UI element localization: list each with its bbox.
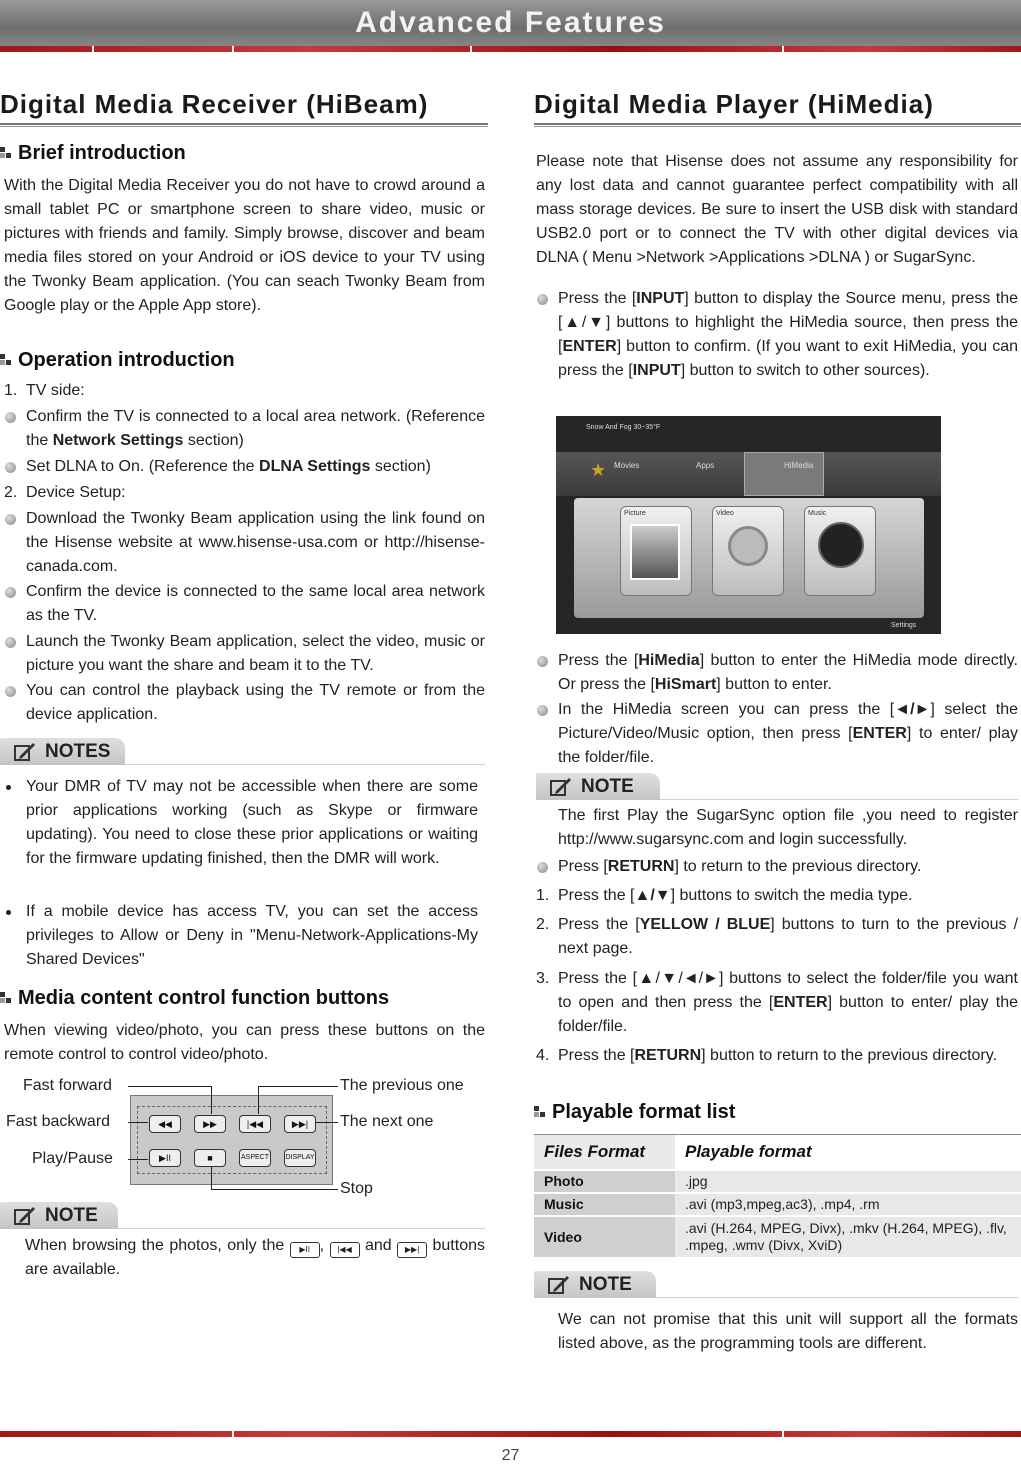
- header-red-rule: [0, 46, 1021, 52]
- leader-line: [258, 1086, 259, 1114]
- list-item: Press the [HiMedia] button to enter the HiMedia mode directly. Or press the [HiSmart] button to enter.: [534, 649, 1018, 697]
- formats-note: We can not promise that this unit will support all the formats listed above, as the programming tools are different.: [558, 1311, 1018, 1352]
- formats-heading: Playable format list: [534, 1101, 735, 1124]
- bullet-icon: [6, 910, 11, 915]
- heading-bullet-icon: [0, 147, 12, 159]
- picture-thumb-icon: [630, 524, 680, 580]
- apps-tab: Apps: [696, 461, 715, 470]
- leader-line: [211, 1189, 338, 1190]
- next-button: ▶▶|: [284, 1115, 316, 1133]
- movies-tab: Movies: [614, 461, 640, 470]
- heading-bullet-icon: [534, 1106, 546, 1118]
- video-label: Video: [716, 510, 734, 517]
- table-cell: .jpg: [675, 1170, 1021, 1193]
- leader-line: [258, 1086, 338, 1087]
- label-previous: The previous one: [340, 1077, 464, 1094]
- bullet-icon: [537, 294, 548, 305]
- previous-icon: |◀◀: [330, 1242, 360, 1258]
- note-rule: [125, 764, 485, 765]
- play-disc-icon: [728, 526, 768, 566]
- photo-browse-note: When browsing the photos, only the ▶II , |◀◀ and ▶▶| buttons are available.: [25, 1237, 485, 1278]
- table-row: [534, 1170, 1021, 1193]
- fast-forward-button: ▶▶: [194, 1115, 226, 1133]
- table-cell: Video: [534, 1216, 675, 1258]
- table-row: [534, 1193, 1021, 1216]
- col-files-format: Files Format: [534, 1135, 675, 1170]
- operation-intro-heading: Operation introduction: [0, 349, 235, 372]
- himedia-intro-text: Please note that Hisense does not assume any responsibility for any lost data and cannot guarantee perfect compatibility with all mass storage devices. Be sure to insert the USB disk with standard USB2.0 port or to connect the TV with other digital devices via DLNA ( Menu >Network >Applications >DLNA ) or SugarSync.: [536, 153, 1018, 266]
- table-row: [534, 1216, 1021, 1258]
- sugarsync-note: The first Play the SugarSync option file ,you need to register http://www.sugarsync.com and login successfully.: [558, 807, 1018, 848]
- bullet-icon: [6, 785, 11, 790]
- list-item: Download the Twonky Beam application using the link found on the Hisense website at www.hisense-usa.com or http://hisense-canada.com.: [2, 507, 485, 579]
- leader-line: [315, 1122, 338, 1123]
- list-item: 4. Press the [RETURN] button to return to the previous directory.: [536, 1047, 998, 1064]
- table-header-row: [534, 1135, 1021, 1170]
- notes-tag: NOTES: [0, 738, 125, 765]
- pencil-note-icon: [14, 742, 36, 762]
- previous-button: |◀◀: [239, 1115, 271, 1133]
- bullet-icon: [5, 637, 16, 648]
- notes-item: If a mobile device has access TV, you can set the access privileges to Allow or Deny in "Menu-Network-Applications-My Shared Devices": [2, 900, 478, 972]
- table-cell: .avi (H.264, MPEG, Divx), .mkv (H.264, MPEG), .flv, .mpeg, .wmv (Divx, XviD): [675, 1216, 1021, 1258]
- section-rule: [0, 123, 488, 127]
- himedia-screenshot: [556, 416, 941, 634]
- table-cell: Music: [534, 1193, 675, 1216]
- note-tag: NOTE: [534, 1271, 656, 1298]
- list-item: Confirm the device is connected to the same local area network as the TV.: [2, 580, 485, 628]
- list-item: 3. Press the [▲/▼/◄/►] buttons to select the folder/file you want to open and then press the [ENTER] button to enter/ play the folder/file.: [536, 970, 1018, 1035]
- note-tag: NOTE: [536, 773, 660, 800]
- leader-line: [128, 1086, 212, 1087]
- list-item: You can control the playback using the TV remote or from the device application.: [2, 679, 485, 727]
- label-play-pause: Play/Pause: [32, 1150, 113, 1167]
- formats-table: [534, 1134, 1021, 1259]
- list-item: Confirm the TV is connected to a local area network. (Reference the Network Settings section): [2, 405, 485, 453]
- himedia-tab-highlight: [744, 452, 824, 496]
- stop-button: ■: [194, 1149, 226, 1167]
- footer-red-rule: [0, 1431, 1021, 1437]
- step-tv-side: 1. TV side:: [4, 382, 85, 399]
- bullet-icon: [537, 705, 548, 716]
- heading-bullet-icon: [0, 354, 12, 366]
- bullet-icon: [5, 462, 16, 473]
- dmr-section-title: Digital Media Receiver (HiBeam): [0, 89, 429, 119]
- media-buttons-text: When viewing video/photo, you can press these buttons on the remote control to control video/photo.: [4, 1022, 485, 1063]
- weather-text: Snow And Fog 30~35°F: [586, 424, 661, 431]
- bullet-icon: [5, 412, 16, 423]
- pencil-note-icon: [550, 777, 572, 797]
- aspect-button: ASPECT: [239, 1149, 271, 1167]
- pencil-note-icon: [548, 1275, 570, 1295]
- list-item: Launch the Twonky Beam application, select the video, music or picture you want the share and beam it to the TV.: [2, 630, 485, 678]
- leader-line: [128, 1122, 148, 1123]
- next-icon: ▶▶|: [397, 1242, 427, 1258]
- brief-intro-text: With the Digital Media Receiver you do not have to crowd around a small tablet PC or smartphone screen to share video, music or pictures with friends and family. Simply browse, discover and beam media files stored on your Android or iOS device to your TV using the Twonky Beam application. (You can seach Twonky Beam from Google play or the Apple App store).: [4, 177, 485, 314]
- list-item: Press [RETURN] to return to the previous directory.: [534, 855, 1018, 879]
- label-fast-forward: Fast forward: [23, 1077, 112, 1094]
- label-stop: Stop: [340, 1180, 373, 1197]
- label-fast-backward: Fast backward: [6, 1113, 111, 1130]
- rewind-button: ◀◀: [149, 1115, 181, 1133]
- dmp-section-title: Digital Media Player (HiMedia): [534, 89, 934, 119]
- play-pause-icon: ▶II: [290, 1242, 320, 1258]
- media-buttons-heading: Media content control function buttons: [0, 987, 389, 1010]
- play-pause-button: ▶II: [149, 1149, 181, 1167]
- note-rule: [660, 799, 1018, 800]
- bullet-icon: [5, 514, 16, 525]
- picture-label: Picture: [624, 510, 646, 517]
- display-button: DISPLAY: [284, 1149, 316, 1167]
- page-title: Advanced Features: [355, 6, 666, 39]
- remote-control-panel: [130, 1095, 333, 1185]
- list-item: Press the [INPUT] button to display the Source menu, press the [▲/▼] buttons to highlight the HiMedia source, then press the [ENTER] button to confirm. (If you want to exit HiMedia, you can press the [INPUT] button to switch to other sources).: [534, 287, 1018, 383]
- brief-intro-heading: Brief introduction: [0, 142, 186, 165]
- bullet-icon: [5, 686, 16, 697]
- header-banner: [0, 0, 1021, 50]
- leader-line: [211, 1167, 212, 1189]
- list-item: 1. Press the [▲/▼] buttons to switch the media type.: [536, 887, 913, 904]
- leader-line: [128, 1159, 148, 1160]
- list-item: Set DLNA to On. (Reference the DLNA Settings section): [2, 455, 485, 479]
- bullet-icon: [537, 656, 548, 667]
- note-rule: [656, 1297, 1018, 1298]
- music-label: Music: [808, 510, 827, 517]
- note-tag: NOTE: [0, 1202, 118, 1229]
- col-playable-format: Playable format: [675, 1135, 1021, 1170]
- step-device-setup: 2. Device Setup:: [4, 484, 126, 501]
- table-cell: .avi (mp3,mpeg,ac3), .mp4, .rm: [675, 1193, 1021, 1216]
- star-icon: ★: [590, 460, 607, 480]
- bullet-icon: [5, 587, 16, 598]
- settings-label: Settings: [891, 622, 917, 629]
- note-rule: [118, 1228, 485, 1229]
- himedia-tab: HiMedia: [784, 461, 814, 470]
- pencil-note-icon: [14, 1206, 36, 1226]
- bullet-icon: [537, 862, 548, 873]
- notes-item: Your DMR of TV may not be accessible when there are some prior applications working (such as Skype or firmware updating). You need to close these prior applications or waiting for the firmware updating finished, then the DMR will work.: [2, 775, 478, 871]
- list-item: 2. Press the [YELLOW / BLUE] buttons to turn to the previous / next page.: [536, 916, 1019, 957]
- section-rule: [534, 123, 1021, 127]
- label-next: The next one: [340, 1113, 434, 1130]
- heading-bullet-icon: [0, 992, 12, 1004]
- vinyl-record-icon: [818, 522, 864, 568]
- table-cell: Photo: [534, 1170, 675, 1193]
- page-number: 27: [501, 1447, 520, 1464]
- list-item: In the HiMedia screen you can press the [◄/►] select the Picture/Video/Music option, then press [ENTER] to enter/ play the folder/file.: [534, 698, 1018, 770]
- leader-line: [211, 1086, 212, 1114]
